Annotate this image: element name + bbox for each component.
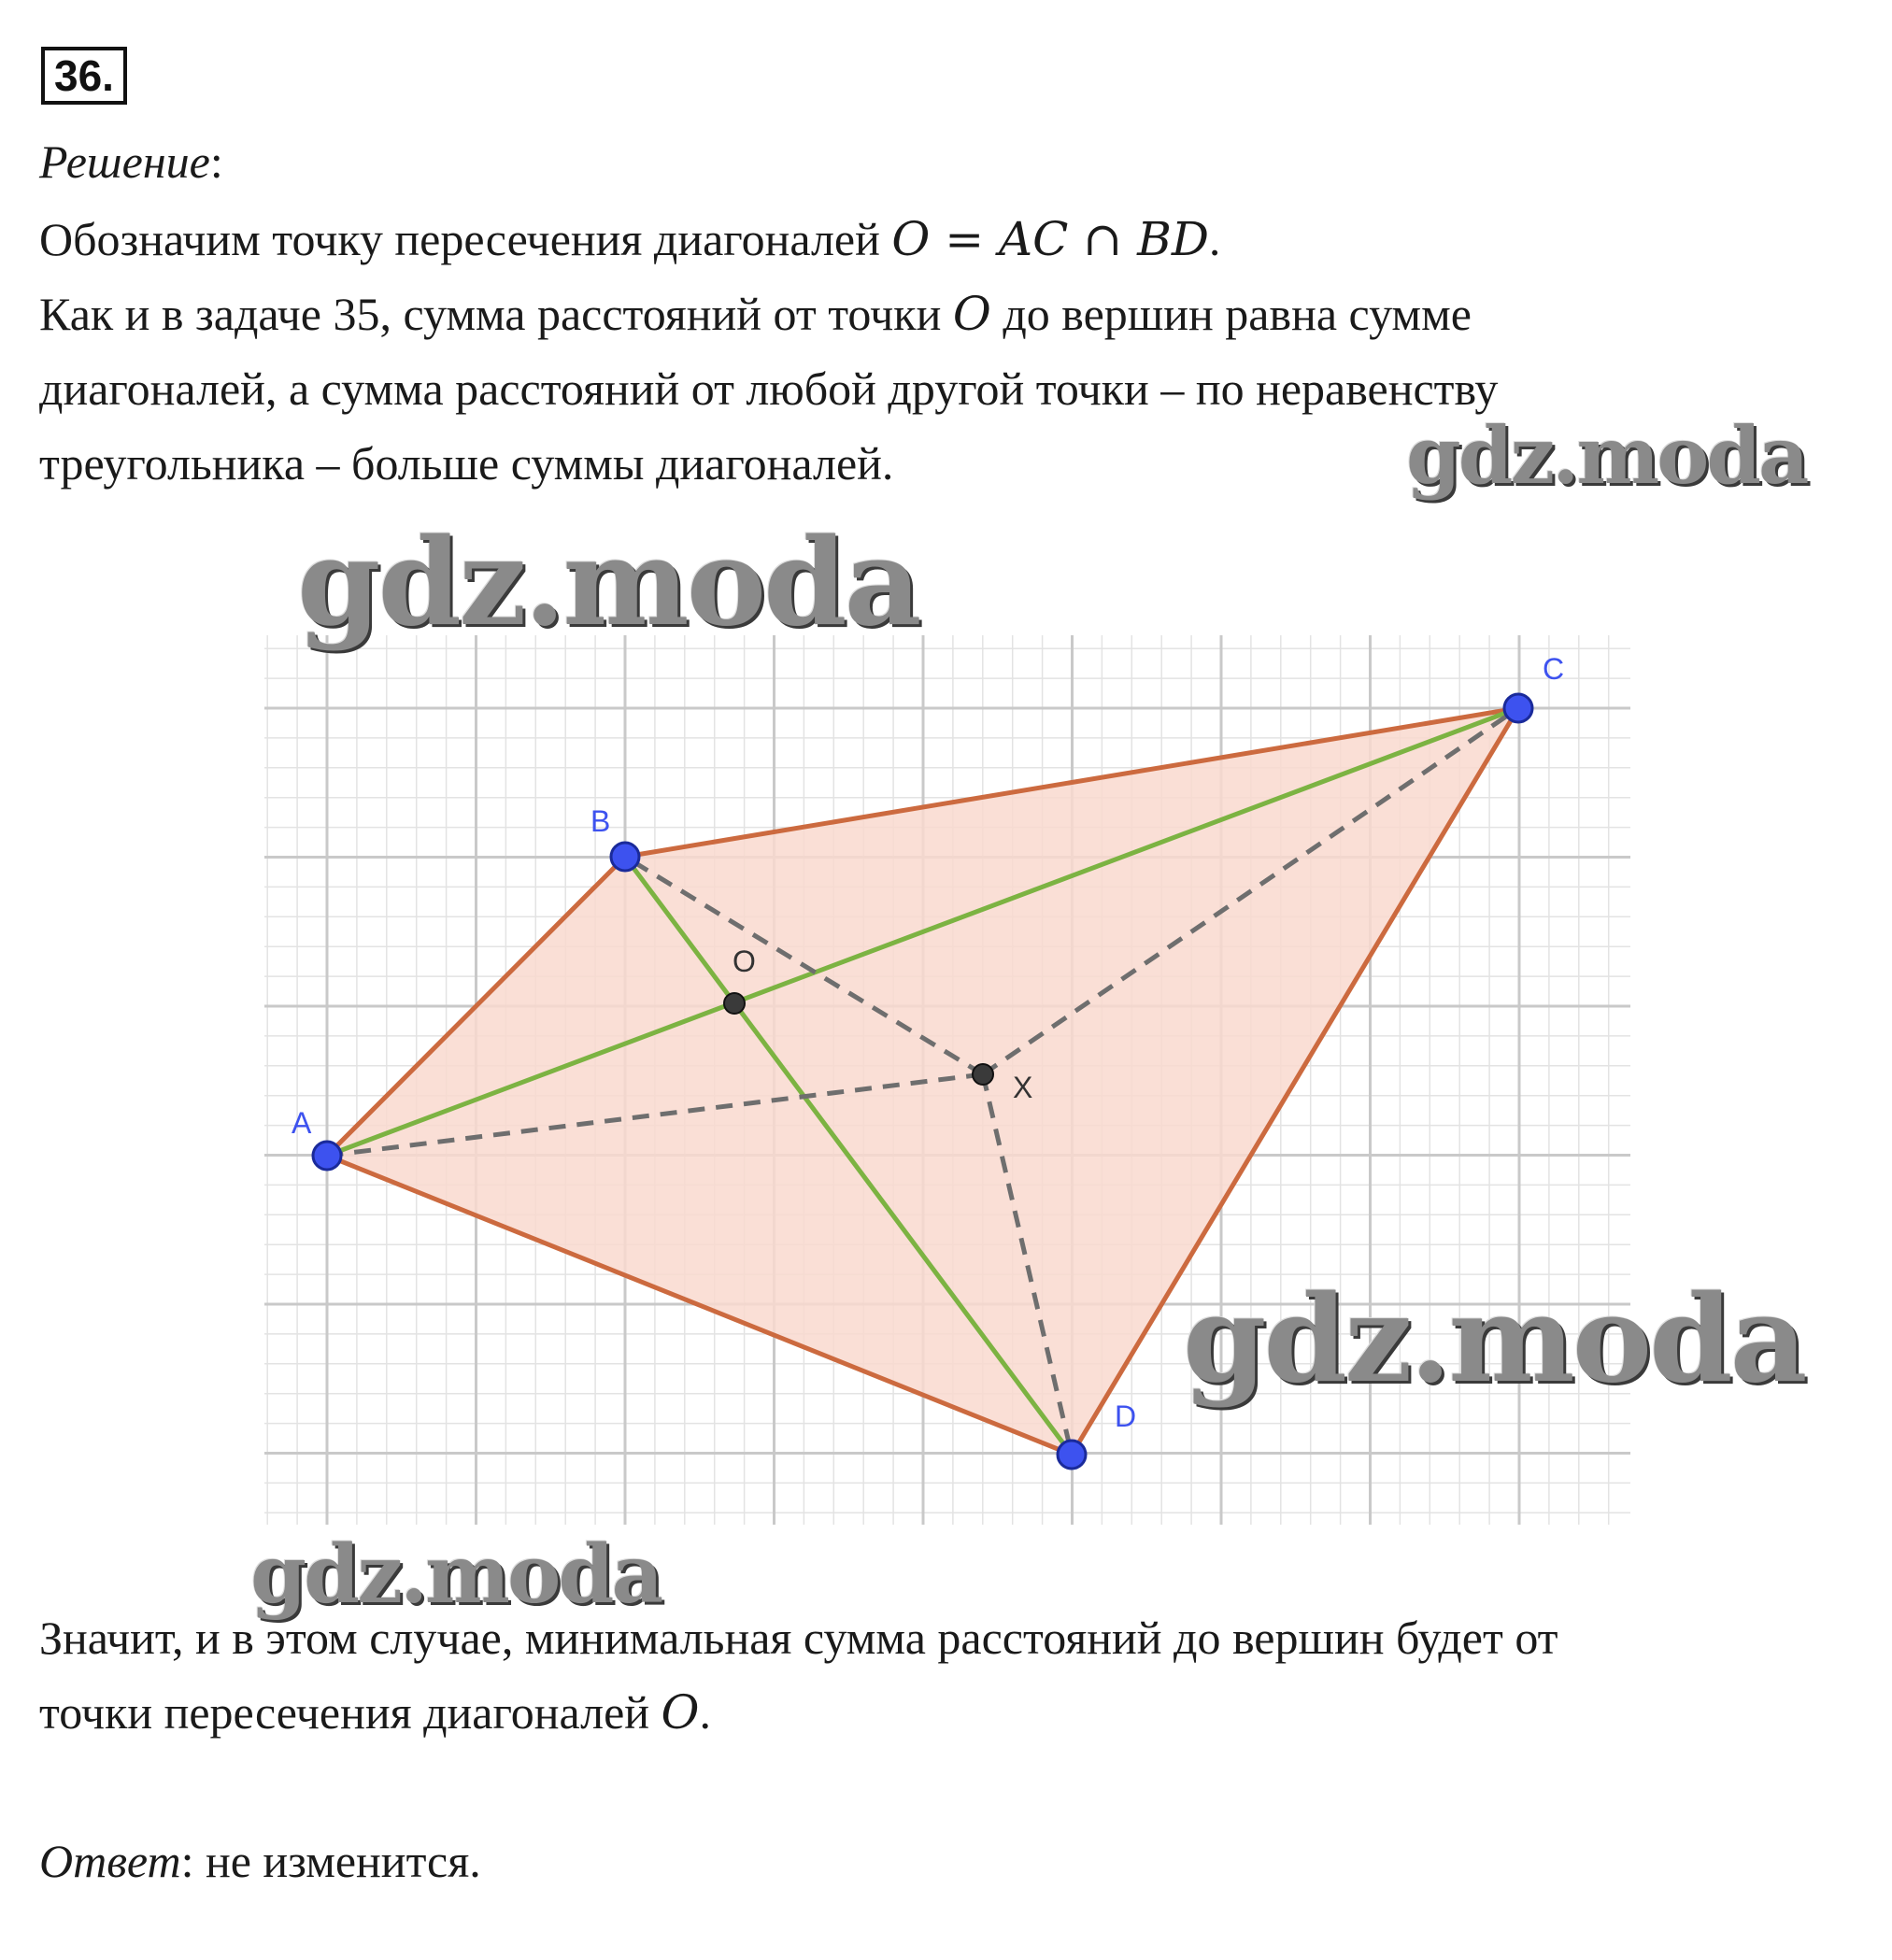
watermark-1: gdz.moda [297, 513, 919, 653]
line2-text-a: Как и в задаче 35, сумма расстояний от точки [39, 288, 953, 340]
watermark-3: gdz.moda [1183, 1270, 1805, 1410]
watermark-2: gdz.moda [1406, 409, 1807, 502]
vertex-b [611, 843, 639, 871]
vertex-a [313, 1142, 341, 1170]
label-a: A [292, 1106, 312, 1140]
line1-end: . [1208, 213, 1221, 265]
label-b: B [590, 804, 611, 838]
conclusion-line-2 [39, 1685, 712, 1740]
text-line-3: диагоналей, а сумма расстояний от любой другой точки – по неравенству [39, 362, 1499, 415]
conclusion2-math: O [661, 1685, 700, 1740]
label-o: O [733, 944, 756, 978]
line1-text: Обозначим точку пересечения диагоналей [39, 213, 892, 265]
text-line-4: треугольника – больше суммы диагоналей. [39, 437, 894, 490]
line2-text-b: до вершин равна сумме [990, 288, 1472, 340]
conclusion-line-1: Значит, и в этом случае, минимальная сумма расстояний до вершин будет от [39, 1612, 1558, 1664]
solution-heading: Решение: [39, 135, 223, 188]
conclusion2-text: точки пересечения диагоналей [39, 1686, 661, 1739]
solution-label: Решение [39, 135, 210, 188]
vertex-c [1504, 694, 1532, 722]
watermark-4: gdz.moda [250, 1527, 661, 1622]
line1-math: O = AC ∩ BD [891, 212, 1209, 266]
conclusion2-end: . [699, 1686, 712, 1739]
label-d: D [1115, 1399, 1137, 1433]
vertex-d [1058, 1441, 1086, 1469]
label-c: C [1543, 652, 1565, 686]
line2-math: O [952, 287, 991, 341]
answer-label: Ответ [39, 1835, 181, 1887]
point-o [724, 993, 745, 1014]
answer-line: Ответ: не изменится. [39, 1835, 481, 1887]
label-x: X [1013, 1071, 1033, 1104]
problem-number: 36. [41, 47, 127, 105]
answer-text: не изменится. [193, 1835, 481, 1887]
point-x [973, 1064, 993, 1085]
